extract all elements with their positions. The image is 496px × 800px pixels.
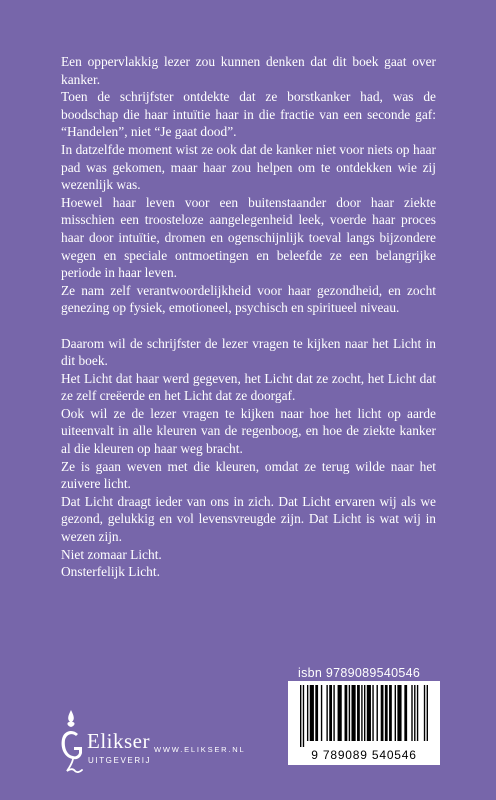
paragraph: Daarom wil de schrijfster de lezer vragen te kijken naar het Licht in dit boek. [61, 335, 436, 369]
back-cover-text [61, 53, 436, 581]
barcode-bar [310, 685, 314, 741]
barcode-bar [338, 685, 342, 741]
barcode-bar [389, 685, 392, 741]
barcode [288, 681, 440, 765]
barcode-bar [414, 685, 415, 741]
barcode-bar [315, 685, 318, 741]
publisher-name: Elikser [87, 729, 150, 753]
isbn-label: isbn 9789089540546 [298, 666, 421, 680]
barcode-bar [381, 685, 384, 741]
barcode-bar [377, 685, 378, 741]
paragraph: Ook wil ze de lezer vragen te kijken naar hoe het licht op aarde uiteenvalt in alle kleuren van de regenboog, en hoe de ziekte kanker al die kleuren op haar weg bracht. [61, 405, 436, 457]
barcode-bar [395, 685, 396, 741]
paragraph: Het Licht dat haar werd gegeven, het Licht dat ze zocht, het Licht dat ze zelf creëerde en het Licht dat ze doorgaf. [61, 370, 436, 404]
barcode-bar [417, 685, 418, 741]
paragraph: Ze nam zelf verantwoordelijkheid voor haar gezondheid, en zocht genezing op fysiek, emotioneel, psychisch en spiritueel niveau. [61, 282, 436, 316]
paragraph: Een oppervlakkig lezer zou kunnen denken dat dit boek gaat over kanker. [61, 54, 436, 87]
barcode-bar [307, 685, 308, 741]
barcode-bar [357, 685, 360, 741]
barcode-bar [329, 685, 332, 741]
paragraph: Niet zomaar Licht. [61, 546, 162, 562]
barcode-bar [303, 685, 304, 747]
barcode-bar [411, 685, 412, 741]
barcode-bar [364, 685, 365, 741]
barcode-bar [351, 685, 355, 741]
paragraph: Ze is gaan weven met die kleuren, omdat ze terug wilde naar het zuivere licht. [61, 458, 436, 492]
barcode-bar [397, 685, 401, 741]
lamp-icon [55, 708, 89, 778]
barcode-bar [300, 685, 301, 747]
publisher-website: WWW.ELIKSER.NL [154, 745, 246, 754]
paragraph: Onsterfelijk Licht. [61, 564, 160, 580]
barcode-bars [288, 681, 440, 747]
paragraph: In datzelfde moment wist ze ook dat de kanker niet voor niets op haar pad was gekomen, maar haar zou helpen om te ontdekken wie zij wezenlijk was. [61, 141, 436, 193]
paragraph: Hoewel haar leven voor een buitenstaander door haar ziekte misschien een troosteloze aangelegenheid leek, voerde haar proces haar door intuïtie, dromen en ogenschijnlijk toeval langs bijzondere wegen en speciale ontmoetingen en beleefde ze een belangrijke periode in haar leven. [61, 194, 436, 281]
publisher-subtitle: UITGEVERIJ [88, 756, 152, 765]
barcode-bar [361, 685, 362, 741]
barcode-bar [404, 685, 407, 741]
paragraph: Dat Licht draagt ieder van ons in zich. Dat Licht ervaren wij als we gezond, gelukkig en vol levensvreugde zijn. Dat Licht is wat wij in wezen zijn. [61, 493, 436, 545]
barcode-bar [349, 685, 350, 741]
barcode-bar [321, 685, 322, 741]
barcode-bar [427, 685, 428, 741]
barcode-digits: 9 789089 540546 [311, 748, 417, 762]
barcode-bar [424, 685, 425, 741]
barcode-bar [385, 685, 388, 741]
paragraph-gap [61, 317, 436, 335]
barcode-bar [333, 685, 334, 741]
barcode-bar [367, 685, 371, 741]
barcode-bar [326, 685, 327, 741]
publisher-logo [55, 708, 215, 778]
barcode-bar [345, 685, 348, 741]
barcode-bar [372, 685, 373, 741]
paragraph: Toen de schrijfster ontdekte dat ze borstkanker had, was de boodschap die haar intuïtie haar in die fractie van een seconde gaf: “Handelen”, niet “Je gaat dood”. [61, 89, 436, 140]
